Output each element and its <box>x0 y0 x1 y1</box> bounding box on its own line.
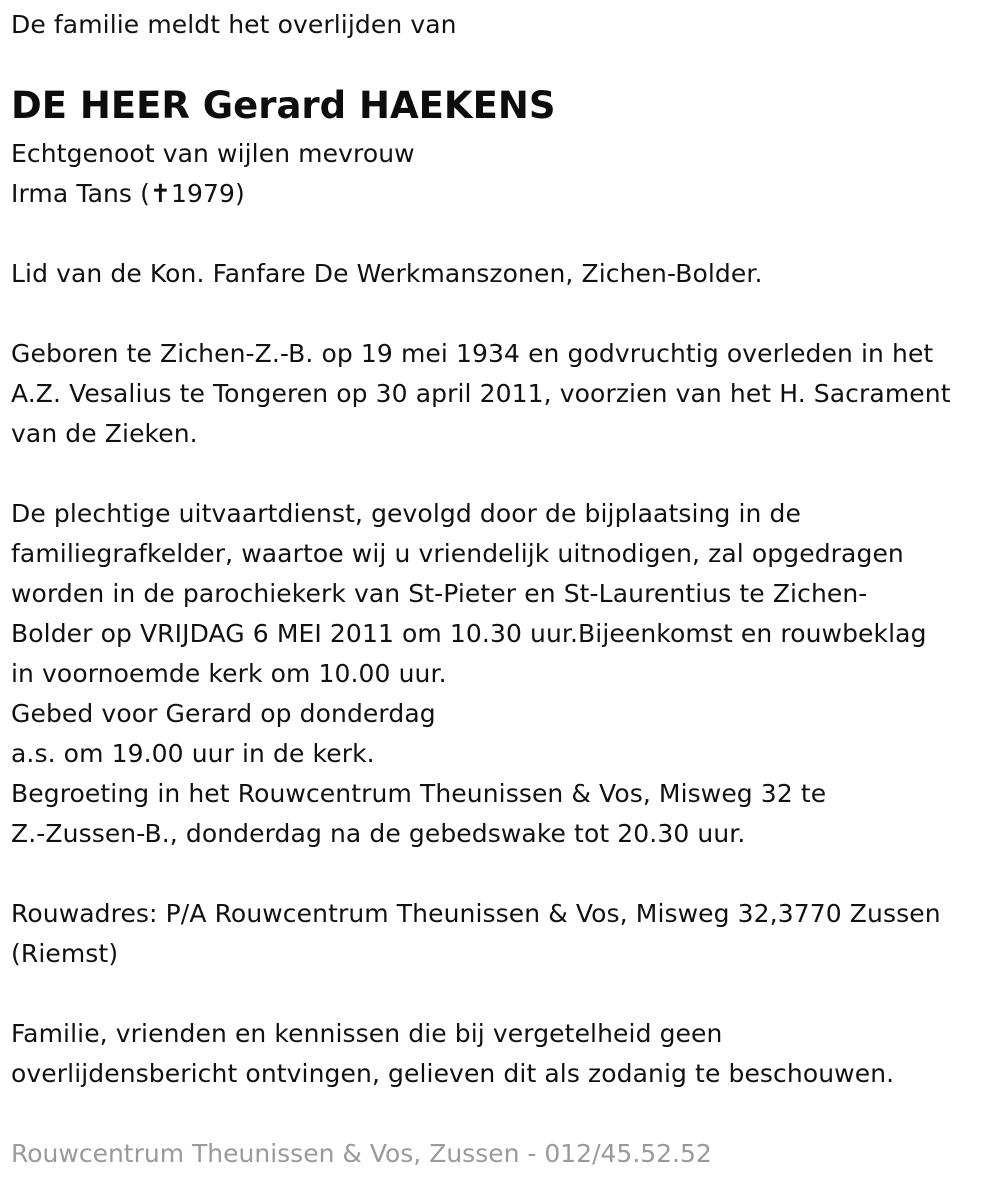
service-line: familiegrafkelder, waartoe wij u vriendelijk uitnodigen, zal opgedragen <box>11 539 904 568</box>
address-block <box>11 894 941 974</box>
address-line: Rouwadres: P/A Rouwcentrum Theunissen & Vos, Misweg 32,3770 Zussen <box>11 899 941 928</box>
spouse-line: Echtgenoot van wijlen mevrouw <box>11 139 415 168</box>
funeral-home-footer: Rouwcentrum Theunissen & Vos, Zussen - 012/45.52.52 <box>11 1139 712 1168</box>
service-line: Bolder op VRIJDAG 6 MEI 2011 om 10.30 uur.Bijeenkomst en rouwbeklag <box>11 619 927 648</box>
closing-line: overlijdensbericht ontvingen, gelieven dit als zodanig te beschouwen. <box>11 1059 895 1088</box>
birth-death-block <box>11 334 951 454</box>
membership-block <box>11 254 763 294</box>
intro-text: De familie meldt het overlijden van <box>11 10 457 39</box>
service-line: De plechtige uitvaartdienst, gevolgd door de bijplaatsing in de <box>11 499 801 528</box>
deceased-name: DE HEER Gerard HAEKENS <box>11 84 556 127</box>
service-line: a.s. om 19.00 uur in de kerk. <box>11 739 375 768</box>
service-line: Gebed voor Gerard op donderdag <box>11 699 436 728</box>
birth-death-line: Geboren te Zichen-Z.-B. op 19 mei 1934 en godvruchtig overleden in het <box>11 339 934 368</box>
membership-line: Lid van de Kon. Fanfare De Werkmanszonen, Zichen-Bolder. <box>11 259 763 288</box>
closing-block <box>11 1014 894 1094</box>
service-line: in voornoemde kerk om 10.00 uur. <box>11 659 447 688</box>
service-line: worden in de parochiekerk van St-Pieter en St-Laurentius te Zichen- <box>11 579 868 608</box>
closing-line: Familie, vrienden en kennissen die bij vergetelheid geen <box>11 1019 723 1048</box>
service-block <box>11 494 927 854</box>
service-line: Begroeting in het Rouwcentrum Theunissen & Vos, Misweg 32 te <box>11 779 827 808</box>
service-line: Z.-Zussen-B., donderdag na de gebedswake tot 20.30 uur. <box>11 819 746 848</box>
spouse-block <box>11 134 415 214</box>
birth-death-line: A.Z. Vesalius te Tongeren op 30 april 2011, voorzien van het H. Sacrament <box>11 379 951 408</box>
birth-death-line: van de Zieken. <box>11 419 198 448</box>
spouse-line: Irma Tans (✝1979) <box>11 179 245 208</box>
address-line: (Riemst) <box>11 939 119 968</box>
